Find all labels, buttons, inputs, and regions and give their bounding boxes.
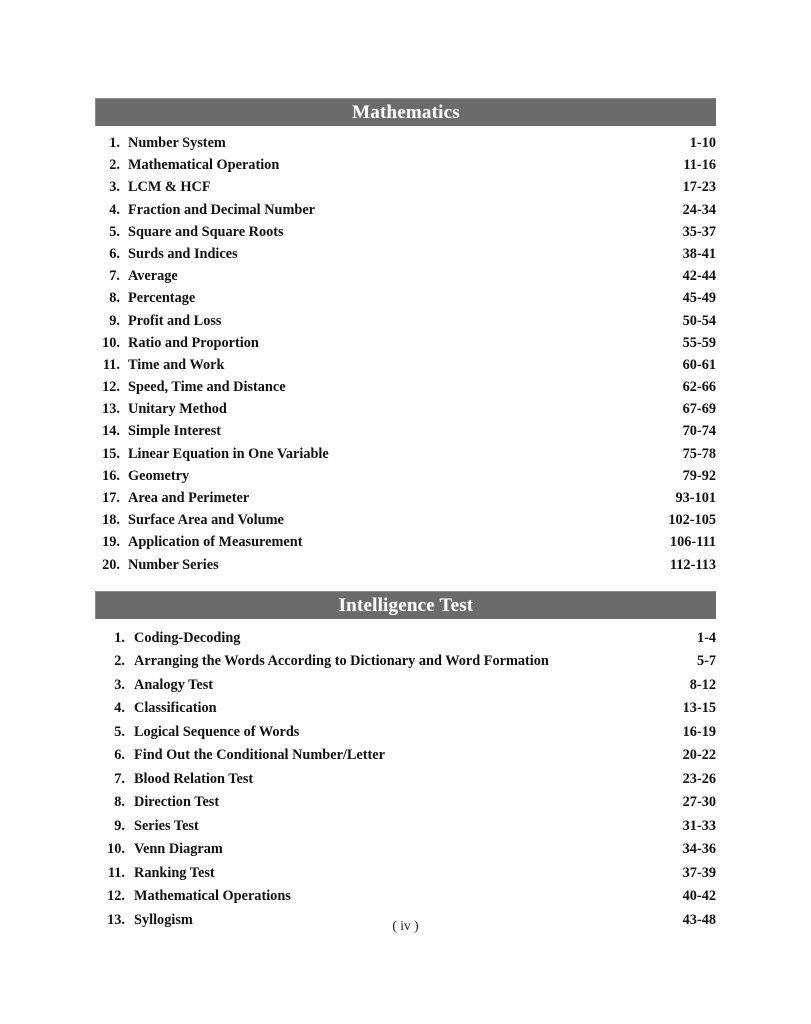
toc-entry[interactable] [95,724,716,748]
entry-pages: 24-34 [682,201,716,218]
entry-title: Linear Equation in One Variable [128,445,329,462]
entry-pages: 102-105 [668,512,716,529]
entry-pages: 35-37 [682,223,716,240]
entry-pages: 1-10 [689,135,716,151]
entry-title: Geometry [128,467,190,484]
toc-entry[interactable] [95,841,716,865]
entry-number: 14. [102,423,120,440]
toc-entry[interactable] [95,446,716,468]
entry-title: Square and Square Roots [128,223,284,240]
entry-pages: 60-61 [682,356,716,373]
entry-number: 1. [109,135,120,151]
entry-number: 11. [102,356,120,373]
toc-entry[interactable] [95,135,716,157]
entry-title: Surds and Indices [128,245,238,262]
entry-title: Coding-Decoding [134,629,241,646]
entry-title: Application of Measurement [128,534,303,551]
entry-pages: 55-59 [682,334,716,351]
entry-pages: 1-4 [696,629,716,646]
toc-entry[interactable] [95,534,716,556]
entry-pages: 67-69 [682,401,716,418]
entry-pages: 43-48 [682,911,716,928]
entry-number: 3. [109,179,120,196]
toc-entry[interactable] [95,794,716,818]
entry-pages: 8-12 [689,676,716,693]
toc-entry[interactable] [95,700,716,724]
toc-entry[interactable] [95,771,716,795]
entry-pages: 34-36 [682,841,716,858]
toc-entry[interactable] [95,677,716,701]
entry-pages: 79-92 [682,467,716,484]
toc-list-intelligence-test [95,630,716,936]
entry-pages: 23-26 [682,770,716,787]
entry-pages: 31-33 [682,817,716,834]
entry-pages: 106-111 [669,534,716,551]
entry-number: 16. [102,467,120,484]
entry-number: 20. [102,556,120,573]
entry-pages: 93-101 [675,490,716,506]
entry-title: Ranking Test [134,864,215,881]
entry-number: 8. [114,794,125,811]
toc-entry[interactable] [95,630,716,654]
entry-number: 13. [102,401,120,418]
toc-entry[interactable] [95,865,716,889]
entry-title: Mathematical Operation [128,157,280,174]
entry-number: 12. [102,379,120,396]
entry-title: Surface Area and Volume [128,512,284,529]
toc-entry[interactable] [95,313,716,335]
entry-number: 19. [102,534,120,551]
entry-number: 7. [109,268,120,285]
entry-pages: 13-15 [682,700,716,717]
entry-pages: 50-54 [682,312,716,329]
entry-title: LCM & HCF [128,179,211,196]
entry-pages: 11-16 [683,157,716,174]
toc-entry[interactable] [95,179,716,201]
entry-number: 4. [114,700,125,717]
toc-entry[interactable] [95,246,716,268]
entry-title: Blood Relation Test [134,770,254,787]
entry-title: Direction Test [134,794,220,811]
toc-content [95,98,716,935]
entry-title: Area and Perimeter [128,490,250,506]
entry-number: 2. [114,653,125,670]
entry-number: 3. [114,676,125,693]
entry-title: Percentage [128,290,196,307]
section-intelligence-test [95,591,716,936]
toc-entry[interactable] [95,557,716,579]
toc-list-mathematics [95,135,716,579]
entry-number: 7. [114,770,125,787]
page-number-footer: ( iv ) [392,918,419,933]
entry-number: 12. [107,888,125,905]
entry-number: 17. [102,490,120,506]
toc-entry[interactable] [95,268,716,290]
entry-number: 4. [109,201,120,218]
entry-title: Average [128,268,178,285]
toc-entry[interactable] [95,468,716,490]
entry-title: Number System [128,135,226,151]
entry-number: 10. [107,841,125,858]
entry-title: Ratio and Proportion [128,334,259,351]
entry-number: 8. [109,290,120,307]
entry-title: Logical Sequence of Words [134,723,300,740]
entry-pages: 62-66 [682,379,716,396]
entry-number: 11. [107,864,125,881]
entry-title: Speed, Time and Distance [128,379,286,396]
entry-pages: 45-49 [682,290,716,307]
entry-number: 18. [102,512,120,529]
entry-pages: 38-41 [682,245,716,262]
entry-number: 10. [102,334,120,351]
entry-number: 5. [114,723,125,740]
entry-number: 6. [109,245,120,262]
toc-entry[interactable] [95,888,716,912]
toc-entry[interactable] [95,157,716,179]
entry-title: Fraction and Decimal Number [128,201,316,218]
entry-pages: 16-19 [682,723,716,740]
entry-pages: 112-113 [669,556,716,573]
toc-entry[interactable] [95,818,716,842]
entry-number: 6. [114,747,125,764]
entry-pages: 42-44 [682,268,716,285]
entry-number: 2. [109,157,120,174]
entry-title: Analogy Test [134,676,214,693]
entry-title: Series Test [134,817,199,834]
entry-number: 9. [109,312,120,329]
section-heading-label: Intelligence Test [338,594,474,616]
toc-entry[interactable] [95,423,716,445]
entry-title: Unitary Method [128,401,227,418]
toc-entry[interactable] [95,512,716,534]
entry-number: 9. [114,817,125,834]
toc-entry[interactable] [95,224,716,246]
entry-title: Profit and Loss [128,312,222,329]
toc-entry[interactable] [95,202,716,224]
entry-title: Find Out the Conditional Number/Letter [134,747,385,764]
section-mathematics [95,98,716,579]
entry-title: Number Series [128,556,219,573]
section-header-intelligence-test [95,591,716,619]
entry-pages: 27-30 [682,794,716,811]
entry-title: Simple Interest [128,423,222,440]
entry-title: Syllogism [134,911,193,928]
entry-number: 1. [114,629,125,646]
entry-title: Time and Work [128,356,225,373]
entry-title: Classification [134,700,217,717]
toc-entry[interactable] [95,747,716,771]
entry-number: 13. [107,911,125,928]
entry-pages: 20-22 [682,747,716,764]
toc-entry[interactable] [95,379,716,401]
entry-pages: 40-42 [682,888,716,905]
entry-title: Arranging the Words According to Dictionary and Word Formation [134,653,549,670]
toc-entry[interactable] [95,290,716,312]
entry-number: 15. [102,445,120,462]
entry-title: Mathematical Operations [134,888,291,905]
entry-title: Venn Diagram [134,841,223,858]
toc-entry[interactable] [95,335,716,357]
toc-entry[interactable] [95,357,716,379]
entry-pages: 70-74 [682,423,716,440]
section-header-mathematics [95,98,716,126]
toc-entry[interactable] [95,490,716,512]
entry-pages: 37-39 [682,864,716,881]
entry-pages: 5-7 [696,653,716,670]
toc-entry[interactable] [95,401,716,423]
entry-pages: 17-23 [682,179,716,196]
entry-pages: 75-78 [682,445,716,462]
toc-entry[interactable] [95,653,716,677]
entry-number: 5. [109,223,120,240]
section-heading-label: Mathematics [352,102,460,123]
